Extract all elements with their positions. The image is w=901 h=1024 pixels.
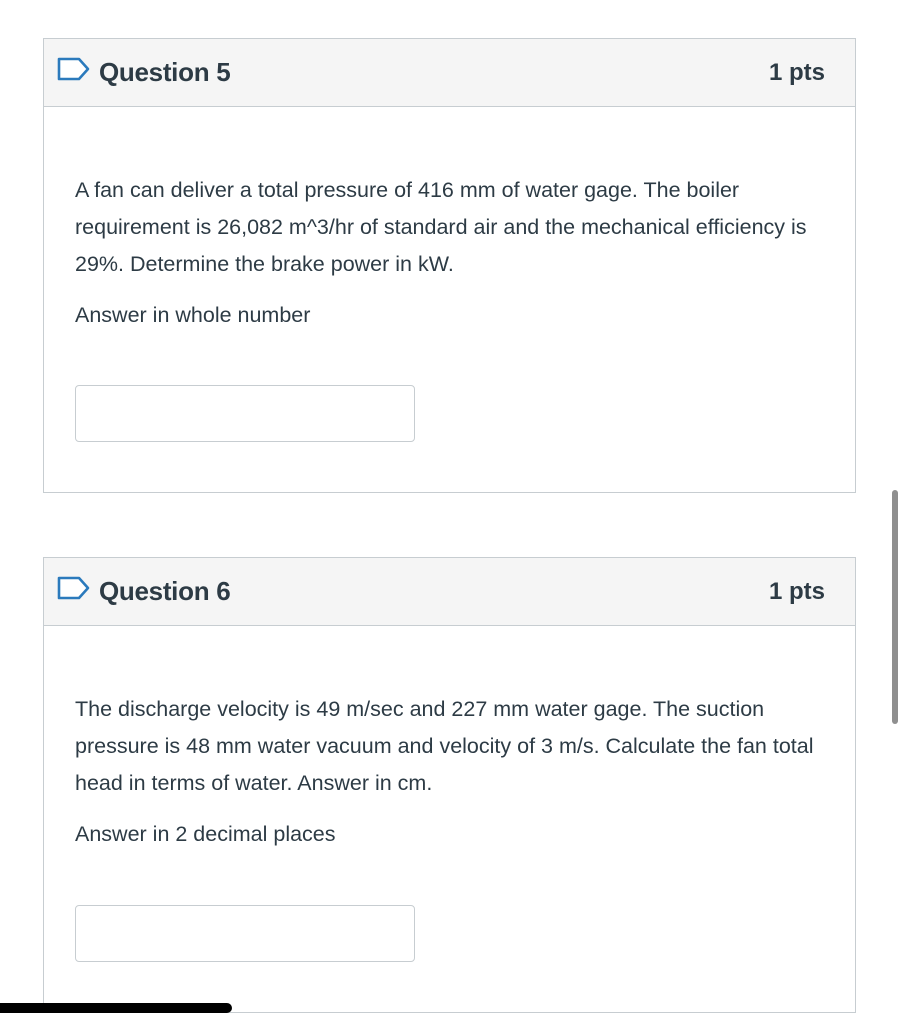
question-title: Question 5: [99, 57, 231, 87]
home-indicator-bar: [0, 1003, 232, 1013]
bookmark-flag-icon[interactable]: [56, 56, 92, 82]
bookmark-flag-icon[interactable]: [56, 575, 92, 601]
question-title: Question 6: [99, 576, 231, 606]
question-header: [44, 39, 855, 107]
question-text: A fan can deliver a total pressure of 416 mm of water gage. The boiler requirement is 26,082 m^3/hr of standard air and the mechanical efficiency is 29%. Determine the brake power in kW.: [75, 178, 807, 276]
answer-instruction: Answer in whole number: [75, 303, 311, 327]
question-points: 1 pts: [768, 578, 825, 605]
question-text: The discharge velocity is 49 m/sec and 227 mm water gage. The suction pressure is 48 mm water vacuum and velocity of 3 m/s. Calculate the fan total head in terms of water. Answer in cm.: [75, 697, 814, 795]
question-points: 1 pts: [768, 59, 825, 86]
answer-instruction: Answer in 2 decimal places: [75, 822, 336, 846]
answer-input[interactable]: [75, 385, 415, 442]
question-body: [44, 626, 855, 962]
vertical-scrollbar[interactable]: [892, 490, 898, 724]
question-5-card: [43, 38, 856, 493]
question-header: [44, 558, 855, 626]
question-body: [44, 107, 855, 442]
question-6-card: [43, 557, 856, 1013]
answer-input[interactable]: [75, 905, 415, 962]
